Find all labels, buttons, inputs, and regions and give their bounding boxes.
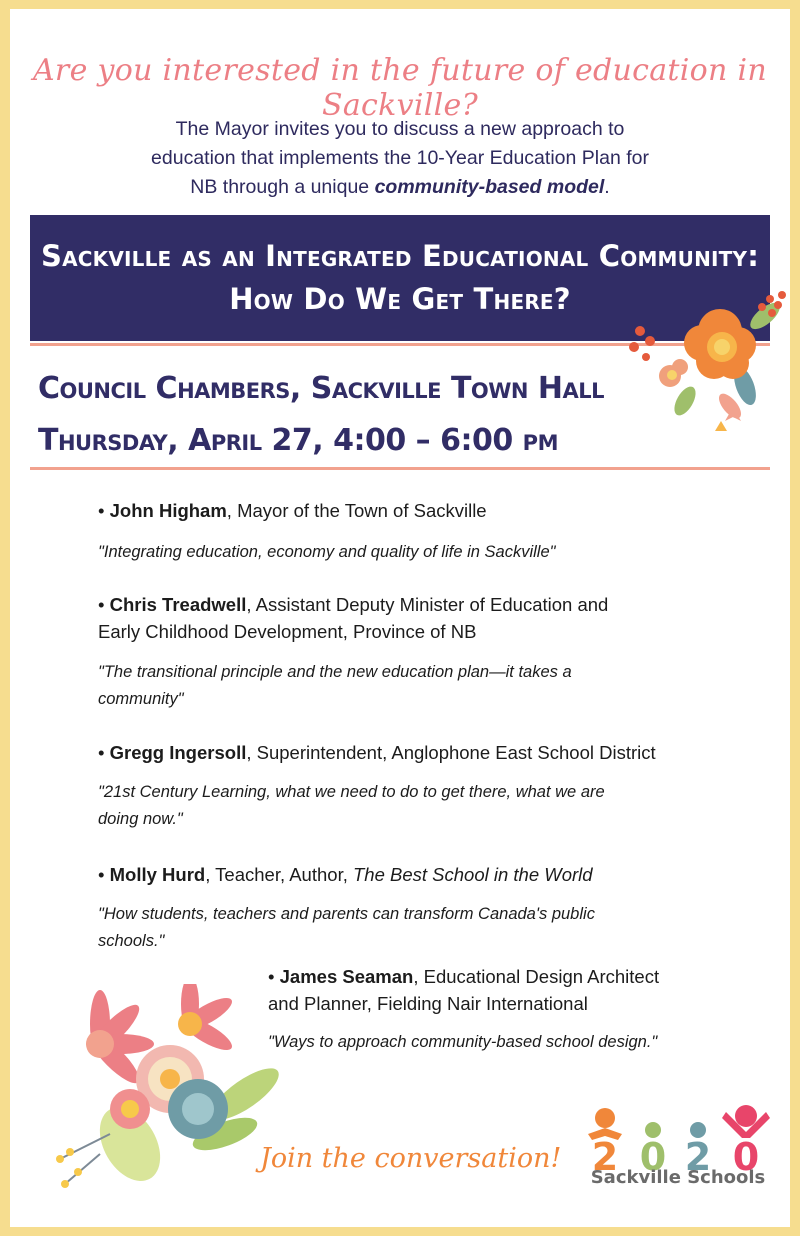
- speaker-role: Early Childhood Development, Province of NB: [98, 621, 477, 642]
- book-title: The Best School in the World: [352, 864, 593, 885]
- speaker-entry: • John Higham, Mayor of the Town of Sackville: [98, 500, 487, 521]
- speaker-name: Chris Treadwell: [109, 594, 247, 615]
- speaker-name: Gregg Ingersoll: [109, 742, 247, 763]
- speaker-role: , Assistant Deputy Minister of Education and: [246, 594, 609, 615]
- speaker-entry: • Gregg Ingersoll, Superintendent, Anglophone East School District: [98, 742, 656, 763]
- venue-location: Council Chambers, Sackville Town Hall: [38, 371, 605, 406]
- flower-bouquet-icon: [50, 984, 280, 1199]
- intro-line: [70, 173, 730, 202]
- intro-text-part: NB through a unique: [190, 176, 375, 198]
- speaker-name: James Seaman: [279, 966, 414, 987]
- speaker-entry: • Molly Hurd, Teacher, Author, The Best School in the World: [98, 864, 593, 885]
- speaker-entry: • James Seaman, Educational Design Architect and Planner, Fielding Nair International: [268, 966, 660, 1014]
- speaker-role: and Planner, Fielding Nair International: [268, 993, 588, 1014]
- banner-title-line1: Sackville as an Integrated Educational Community:: [40, 239, 759, 273]
- speaker-name: John Higham: [109, 500, 227, 521]
- logo-digit: 0: [732, 1135, 760, 1179]
- speaker-role: , Educational Design Architect: [413, 966, 660, 987]
- speaker-role: , Superintendent, Anglophone East School District: [246, 742, 656, 763]
- logo-wordmark: Sackville Schools: [590, 1167, 766, 1188]
- speaker-quote: "Ways to approach community-based school design.": [268, 1033, 658, 1051]
- speaker-quote: "Integrating education, economy and quality of life in Sackville": [98, 543, 556, 561]
- speaker-quote: [98, 779, 748, 833]
- quote-line: community": [98, 690, 184, 708]
- quote-line: "The transitional principle and the new education plan—it takes a: [98, 663, 572, 681]
- quote-line: "21st Century Learning, what we need to do to get there, what we are: [98, 783, 605, 801]
- flower-decoration-icon: [610, 281, 790, 453]
- speaker-quote: [98, 901, 748, 955]
- intro-text-part: .: [604, 176, 610, 198]
- speaker-role: , Mayor of the Town of Sackville: [226, 500, 487, 521]
- speaker-quote: [98, 659, 748, 713]
- speaker-role: , Teacher, Author,: [205, 864, 353, 885]
- logo-digit: 2: [684, 1135, 712, 1179]
- intro-text: [70, 115, 730, 202]
- speaker-name: Molly Hurd: [109, 864, 206, 885]
- quote-line: "How students, teachers and parents can transform Canada's public: [98, 905, 595, 923]
- speaker-entry: • Chris Treadwell, Assistant Deputy Minister of Education and Early Childhood Development, Province of NB: [98, 594, 609, 642]
- logo-digit: 2: [591, 1135, 619, 1179]
- flyer-page: [10, 9, 790, 1227]
- event-datetime: Thursday, April 27, 4:00 – 6:00 pm: [38, 423, 558, 458]
- intro-emphasis: community-based model: [374, 176, 605, 198]
- quote-line: doing now.": [98, 810, 183, 828]
- logo-digit: 0: [639, 1135, 667, 1179]
- intro-line: The Mayor invites you to discuss a new approach to: [175, 118, 625, 140]
- divider: [30, 467, 770, 470]
- intro-line: education that implements the 10-Year Education Plan for: [151, 147, 649, 169]
- quote-line: schools.": [98, 932, 165, 950]
- call-to-action: Join the conversation!: [260, 1143, 562, 1174]
- banner-title-line2: How Do We Get There?: [229, 282, 571, 316]
- headline: Are you interested in the future of education in Sackville?: [32, 53, 768, 123]
